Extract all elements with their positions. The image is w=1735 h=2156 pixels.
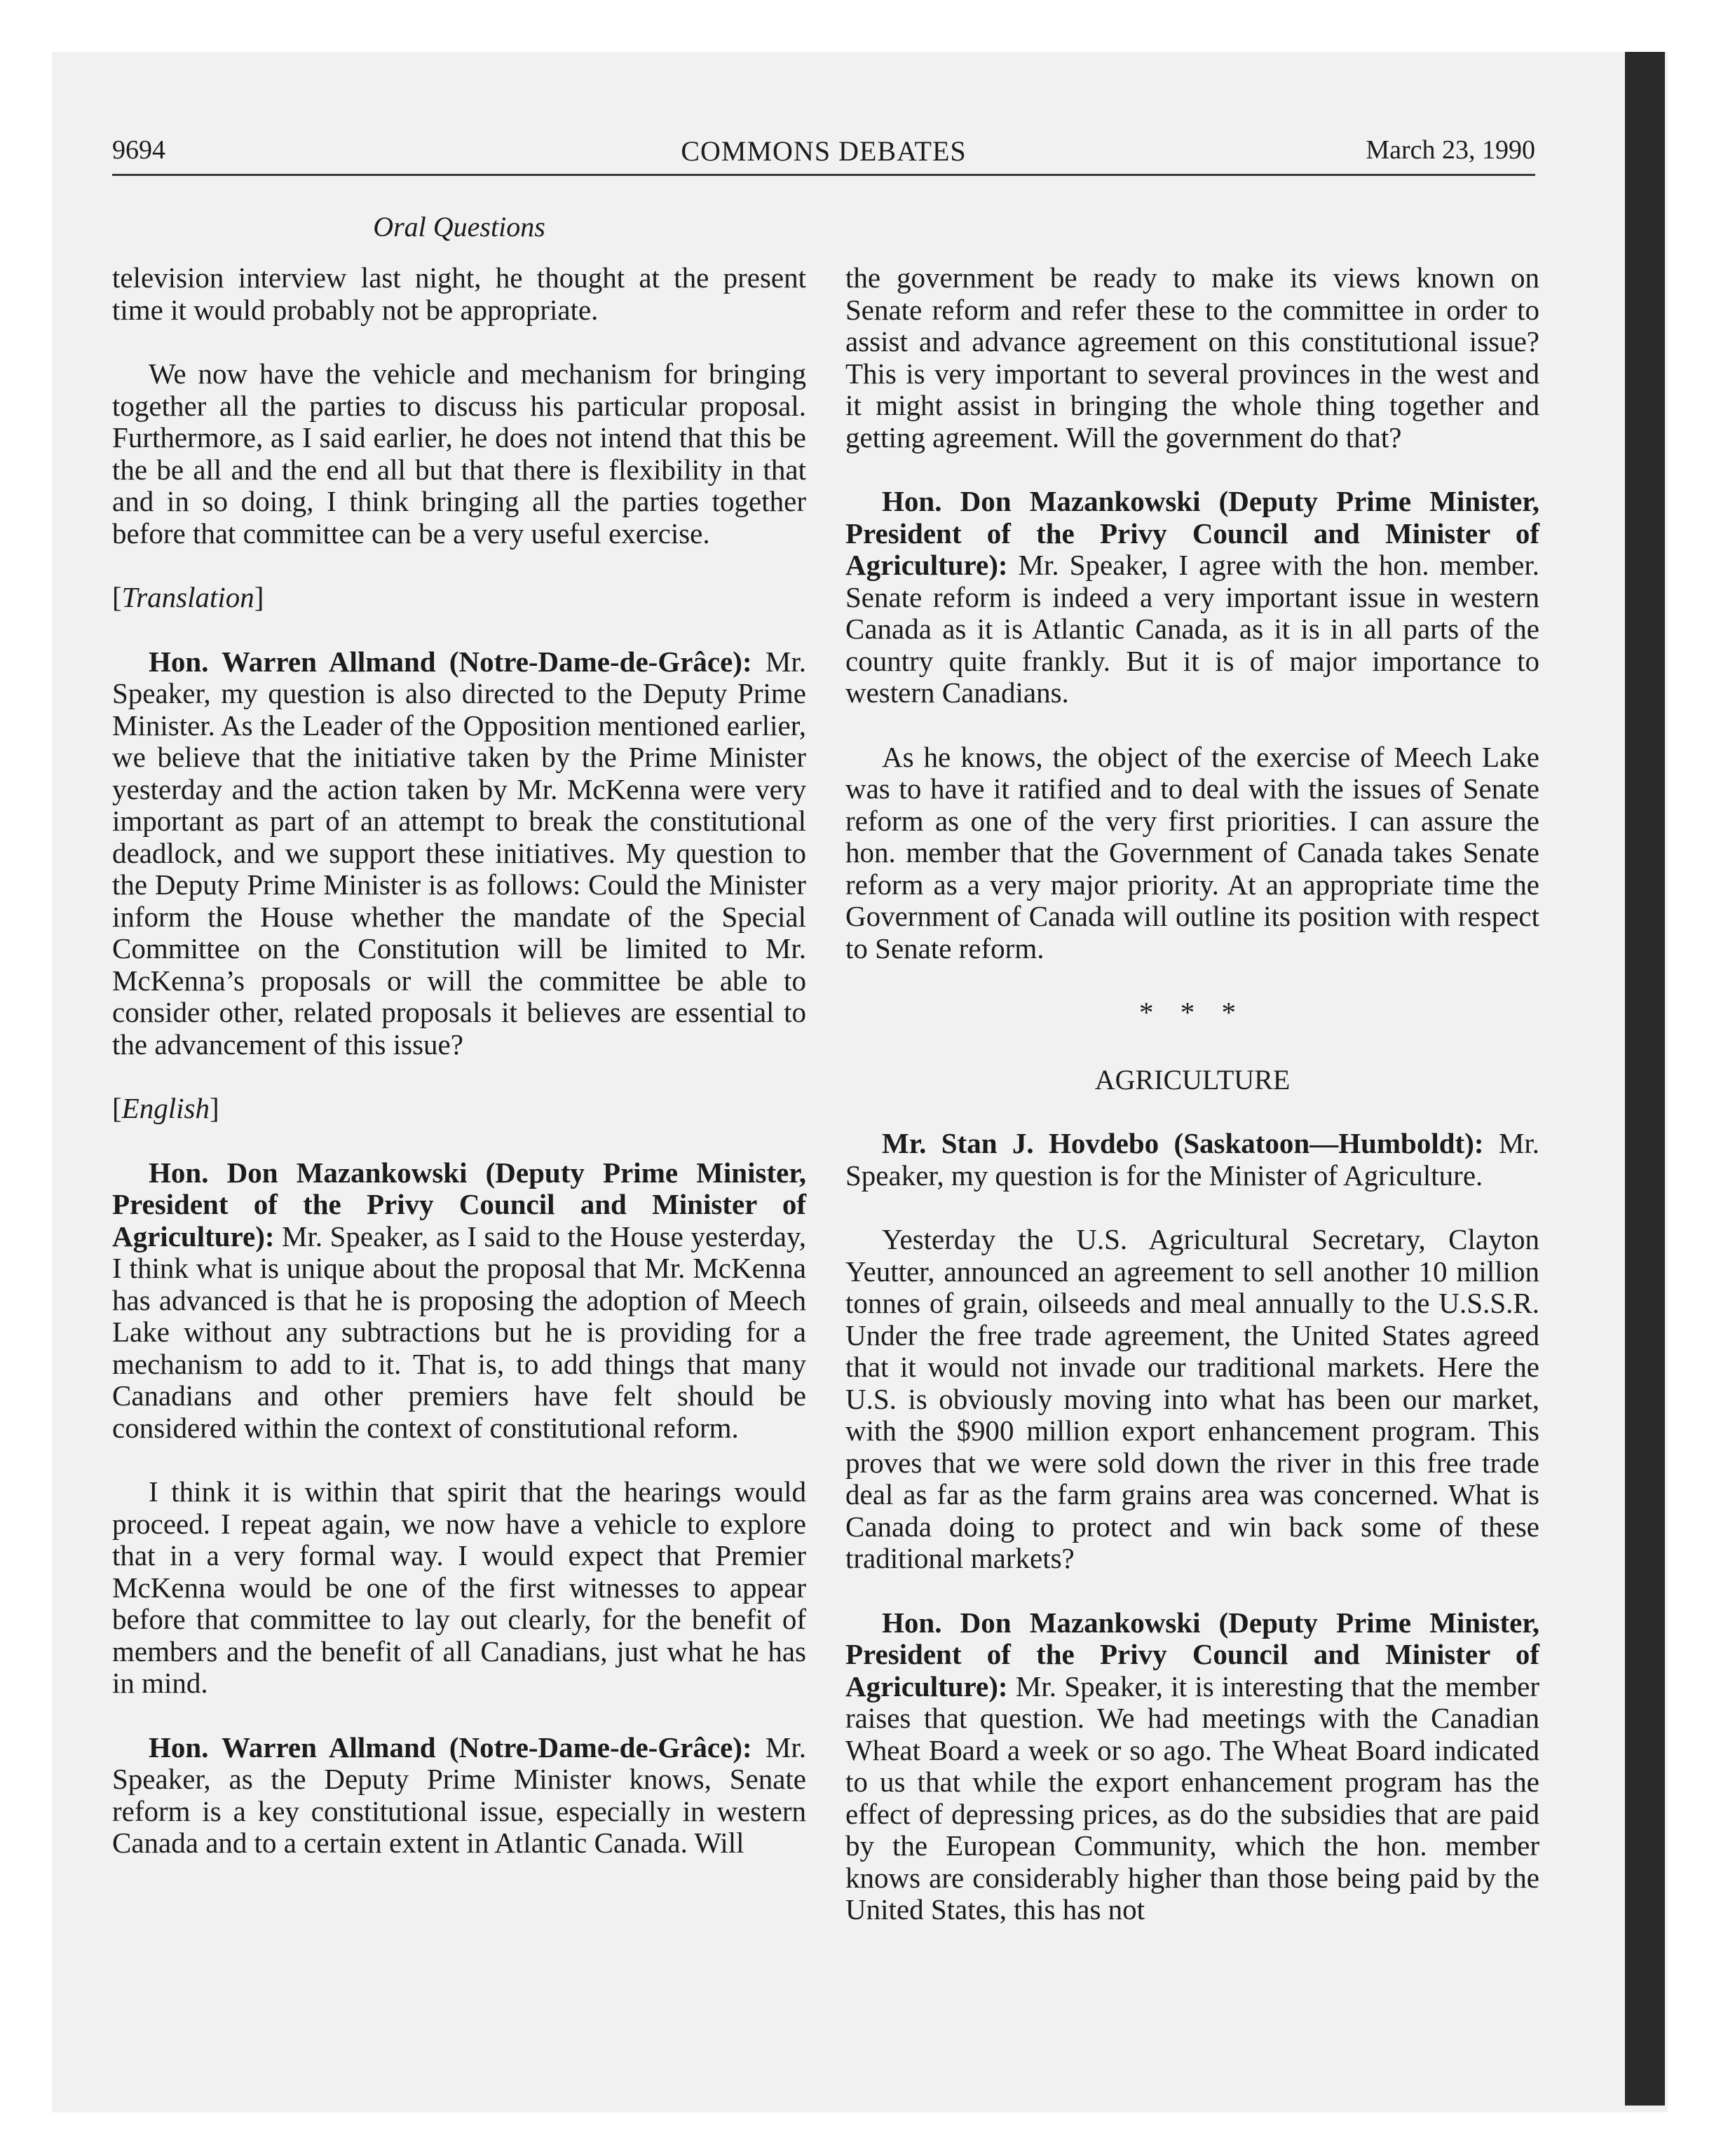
speech xyxy=(845,1607,1539,1926)
speech xyxy=(112,1157,806,1445)
paragraph: television interview last night, he thought at the present time it would probably not be appropriate. xyxy=(112,261,806,326)
paragraph: the government be ready to make its views known on Senate reform and refer these to the committee in order to assist and advance agreement on this constitutional issue? This is very important to several provinces in the west and it might assist in bringing the whole thing together and getting agreement. Will the government do that? xyxy=(845,261,1539,453)
speech xyxy=(845,486,1539,709)
scan-edge-bar xyxy=(1625,52,1665,2106)
section-heading: Oral Questions xyxy=(373,211,545,243)
english-tag xyxy=(112,1093,806,1125)
speech-text: Mr. Speaker, my question is for the Minister of Agriculture. xyxy=(845,1127,1539,1192)
running-title: COMMONS DEBATES xyxy=(681,135,967,167)
paragraph: Yesterday the U.S. Agricultural Secretary, Clayton Yeutter, announced an agreement to sell another 10 million tonnes of grain, oilseeds and meal annually to the U.S.S.R. Under the free trade agreement, the United States agreed that it would not invade our traditional markets. Here the U.S. is obviously moving into what has been our market, with the $900 million export enhancement program. This proves that we were sold down the river in this free trade deal as far as the farm grains area was concerned. What is Canada doing to protect and win back some of these traditional markets? xyxy=(845,1223,1539,1574)
paragraph: We now have the vehicle and mechanism for bringing together all the parties to discuss his particular proposal. Furthermore, as I said earlier, he does not intend that this be the be all and the end all but that there is flexibility in that and in so doing, I think bringing all the parties together before that committee can be a very useful exercise. xyxy=(112,357,806,550)
bracket-close: ] xyxy=(209,1092,219,1124)
speech xyxy=(112,1732,806,1860)
subject-heading: AGRICULTURE xyxy=(1094,1063,1291,1096)
bracket-open: [ xyxy=(112,581,122,613)
speech xyxy=(112,646,806,1061)
right-column xyxy=(845,262,1539,1958)
section-separator: * * * xyxy=(1139,996,1246,1028)
speech-text: Mr. Speaker, as I said to the House yesterday, I think what is unique about the proposal that Mr. McKenna has advanced is that he is proposing the adoption of Meech Lake without any subtractions but he is providing for a mechanism to add to it. That is, to add things that many Canadians and other premiers have felt should be considered within the context of constitutional reform. xyxy=(112,1220,806,1444)
speech xyxy=(845,1128,1539,1192)
page-header xyxy=(112,135,1535,174)
speaker-name: Hon. Warren Allmand (Notre-Dame-de-Grâce): xyxy=(149,645,752,678)
translation-tag xyxy=(112,582,806,614)
bracket-open: [ xyxy=(112,1092,122,1124)
speaker-name: Hon. Warren Allmand (Notre-Dame-de-Grâce): xyxy=(149,1731,752,1763)
speaker-name: Hon. Don Mazankowski (Deputy Prime Minister, President of the Privy Council and Minister of Agriculture): xyxy=(112,1156,806,1253)
page-date: March 23, 1990 xyxy=(1366,135,1535,165)
page-number: 9694 xyxy=(112,135,165,165)
speech-text: Mr. Speaker, my question is also directed to the Deputy Prime Minister. As the Leader of the Opposition mentioned earlier, we believe that the initiative taken by the Prime Minister yesterday and the action taken by Mr. McKenna were very important as part of an attempt to break the constitutional deadlock, and we support these initiatives. My question to the Deputy Prime Minister is as follows: Could the Minister inform the House whether the mandate of the Special Committee on the Constitution will be limited to Mr. McKenna’s proposals or will the committee be able to consider other, related proposals it believes are essential to the advancement of this issue? xyxy=(112,645,806,1060)
speech-text: Mr. Speaker, as the Deputy Prime Minister knows, Senate reform is a key constitutional issue, especially in western Canada and to a certain extent in Atlantic Canada. Will xyxy=(112,1731,806,1859)
paragraph: I think it is within that spirit that the hearings would proceed. I repeat again, we now have a vehicle to explore that in a very formal way. I would expect that Premier McKenna would be one of the first witnesses to appear before that committee to lay out clearly, for the benefit of members and the benefit of all Canadians, just what he has in mind. xyxy=(112,1475,806,1699)
speaker-name: Hon. Don Mazankowski (Deputy Prime Minister, President of the Privy Council and Minister of Agriculture): xyxy=(845,485,1539,581)
speech-text: Mr. Speaker, it is interesting that the member raises that question. We had meetings with the Canadian Wheat Board a week or so ago. The Wheat Board indicated to us that while the export enhancement program has the effect of depressing prices, as do the subsidies that are paid by the European Community, which the hon. member knows are considerably higher than those being paid by the United States, this has not xyxy=(845,1670,1539,1925)
english-label: English xyxy=(121,1092,210,1124)
bracket-close: ] xyxy=(254,581,264,613)
speech-text: Mr. Speaker, I agree with the hon. member. Senate reform is indeed a very important issue in western Canada as it is Atlantic Canada, as it is in all parts of the country quite frankly. But it is of major importance to western Canadians. xyxy=(845,549,1539,709)
paragraph: As he knows, the object of the exercise of Meech Lake was to have it ratified and to deal with the issues of Senate reform as one of the very first priorities. I can assure the hon. member that the Government of Canada takes Senate reform as a very major priority. At an appropriate time the Government of Canada will outline its position with respect to Senate reform. xyxy=(845,740,1539,964)
speaker-name: Mr. Stan J. Hovdebo (Saskatoon—Humboldt): xyxy=(882,1127,1484,1159)
left-column xyxy=(112,262,806,1892)
header-rule xyxy=(112,174,1535,176)
translation-label: Translation xyxy=(121,581,254,613)
speaker-name: Hon. Don Mazankowski (Deputy Prime Minister, President of the Privy Council and Minister of Agriculture): xyxy=(845,1606,1539,1703)
